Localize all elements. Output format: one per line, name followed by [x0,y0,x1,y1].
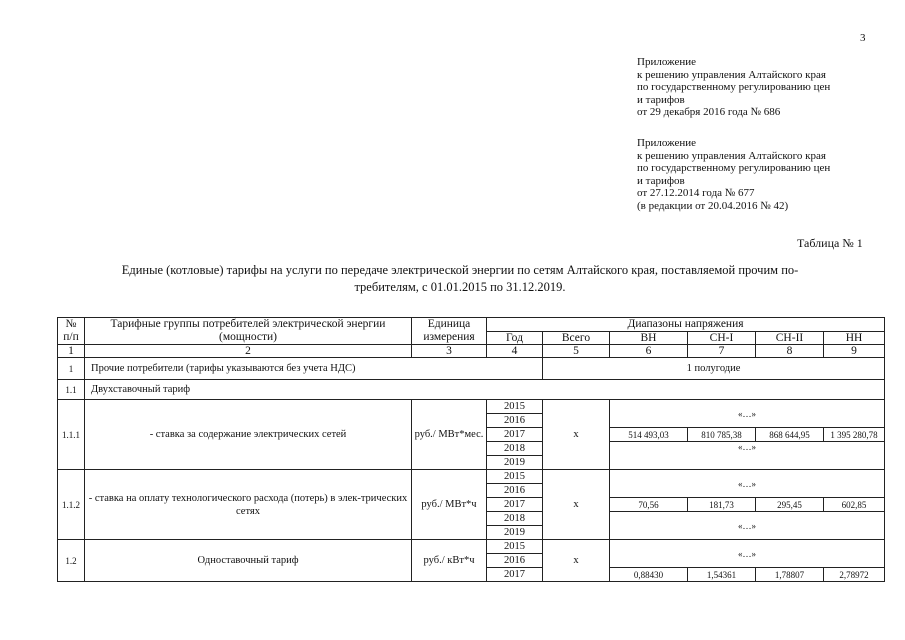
unit-cell: руб./ МВт*мес. [412,400,487,470]
year-cell: 2019 [487,526,543,540]
ellipsis-cell: «…» [610,540,885,568]
header-vn: ВН [610,331,688,345]
header-total: Всего [543,331,610,345]
header-year: Год [487,331,543,345]
unit-cell: руб./ кВт*ч [412,540,487,582]
value-sn2: 868 644,95 [756,428,824,442]
year-cell: 2017 [487,428,543,442]
header-unit: Единица измерения [412,318,487,345]
year-cell: 2018 [487,512,543,526]
header-nn: НН [824,331,885,345]
year-cell: 2015 [487,470,543,484]
appendix-line: к решению управления Алтайского края [637,68,826,81]
year-cell: 2016 [487,484,543,498]
value-nn: 2,78972 [824,568,885,582]
title-line-1: Единые (котловые) тарифы на услуги по передаче электрической энергии по сетям Алтайского края, поставляемой прочим по- [121,263,799,277]
appendix-block-1 [637,56,830,119]
appendix-line: по государственному регулированию цен [637,81,831,94]
appendix-block-2 [637,137,830,213]
value-sn1: 181,73 [688,498,756,512]
header-ranges: Диапазоны напряжения [487,318,885,332]
value-sn2: 1,78807 [756,568,824,582]
value-sn1: 1,54361 [688,568,756,582]
colnum: 4 [487,345,543,358]
header-group: Тарифные группы потребителей электрической энергии (мощности) [85,318,412,345]
colnum: 6 [610,345,688,358]
value-vn: 70,56 [610,498,688,512]
total-cell: x [543,470,610,540]
ellipsis-cell: «…» [610,442,885,470]
title-line-2: требителям, с 01.01.2015 по 31.12.2019. [354,280,566,294]
colnum: 3 [412,345,487,358]
appendix-line: Приложение [637,56,697,68]
appendix-line: к решению управления Алтайского края [637,149,826,162]
value-sn2: 295,45 [756,498,824,512]
header-sn2: СН-II [756,331,824,345]
appendix-line: по государственному регулированию цен [637,162,831,175]
header-num: № п/п [58,318,85,345]
row-label: - ставка за содержание электрических сетей [85,400,412,470]
colnum: 2 [85,345,412,358]
value-sn1: 810 785,38 [688,428,756,442]
year-cell: 2015 [487,540,543,554]
year-cell: 2016 [487,414,543,428]
year-cell: 2017 [487,568,543,582]
row-num: 1.1.1 [58,400,85,470]
value-nn: 1 395 280,78 [824,428,885,442]
year-cell: 2016 [487,554,543,568]
colnum: 8 [756,345,824,358]
row-num: 1.2 [58,540,85,582]
ellipsis-cell: «…» [610,512,885,540]
total-cell: x [543,400,610,470]
appendix-line: и тарифов [637,174,685,187]
row-label: - ставка на оплату технологического расхода (потерь) в элек-трических сетях [85,470,412,540]
appendix-line: от 29 декабря 2016 года № 686 [637,106,781,119]
value-vn: 514 493,03 [610,428,688,442]
table-number: Таблица № 1 [797,236,863,250]
row-num: 1.1.2 [58,470,85,540]
year-cell: 2017 [487,498,543,512]
appendix-line: Приложение [637,137,697,149]
unit-cell: руб./ МВт*ч [412,470,487,540]
header-sn1: СН-I [688,331,756,345]
year-cell: 2018 [487,442,543,456]
row-label: Прочие потребители (тарифы указываются без учета НДС) [85,358,543,380]
ellipsis-cell: «…» [610,470,885,498]
tariff-table [57,317,885,582]
value-vn: 0,88430 [610,568,688,582]
total-cell: x [543,540,610,582]
row-num: 1 [58,358,85,380]
row-label: Двухставочный тариф [85,380,885,400]
colnum: 1 [58,345,85,358]
appendix-line: и тарифов [637,93,685,106]
period-label: 1 полугодие [543,358,885,380]
colnum: 7 [688,345,756,358]
document-title [60,262,860,296]
row-label: Одноставочный тариф [85,540,412,582]
colnum: 9 [824,345,885,358]
appendix-line: от 27.12.2014 года № 677 [637,187,755,200]
colnum: 5 [543,345,610,358]
appendix-line: (в редакции от 20.04.2016 № 42) [637,199,789,212]
ellipsis-cell: «…» [610,400,885,428]
page-number: 3 [860,32,866,44]
year-cell: 2015 [487,400,543,414]
value-nn: 602,85 [824,498,885,512]
row-num: 1.1 [58,380,85,400]
year-cell: 2019 [487,456,543,470]
